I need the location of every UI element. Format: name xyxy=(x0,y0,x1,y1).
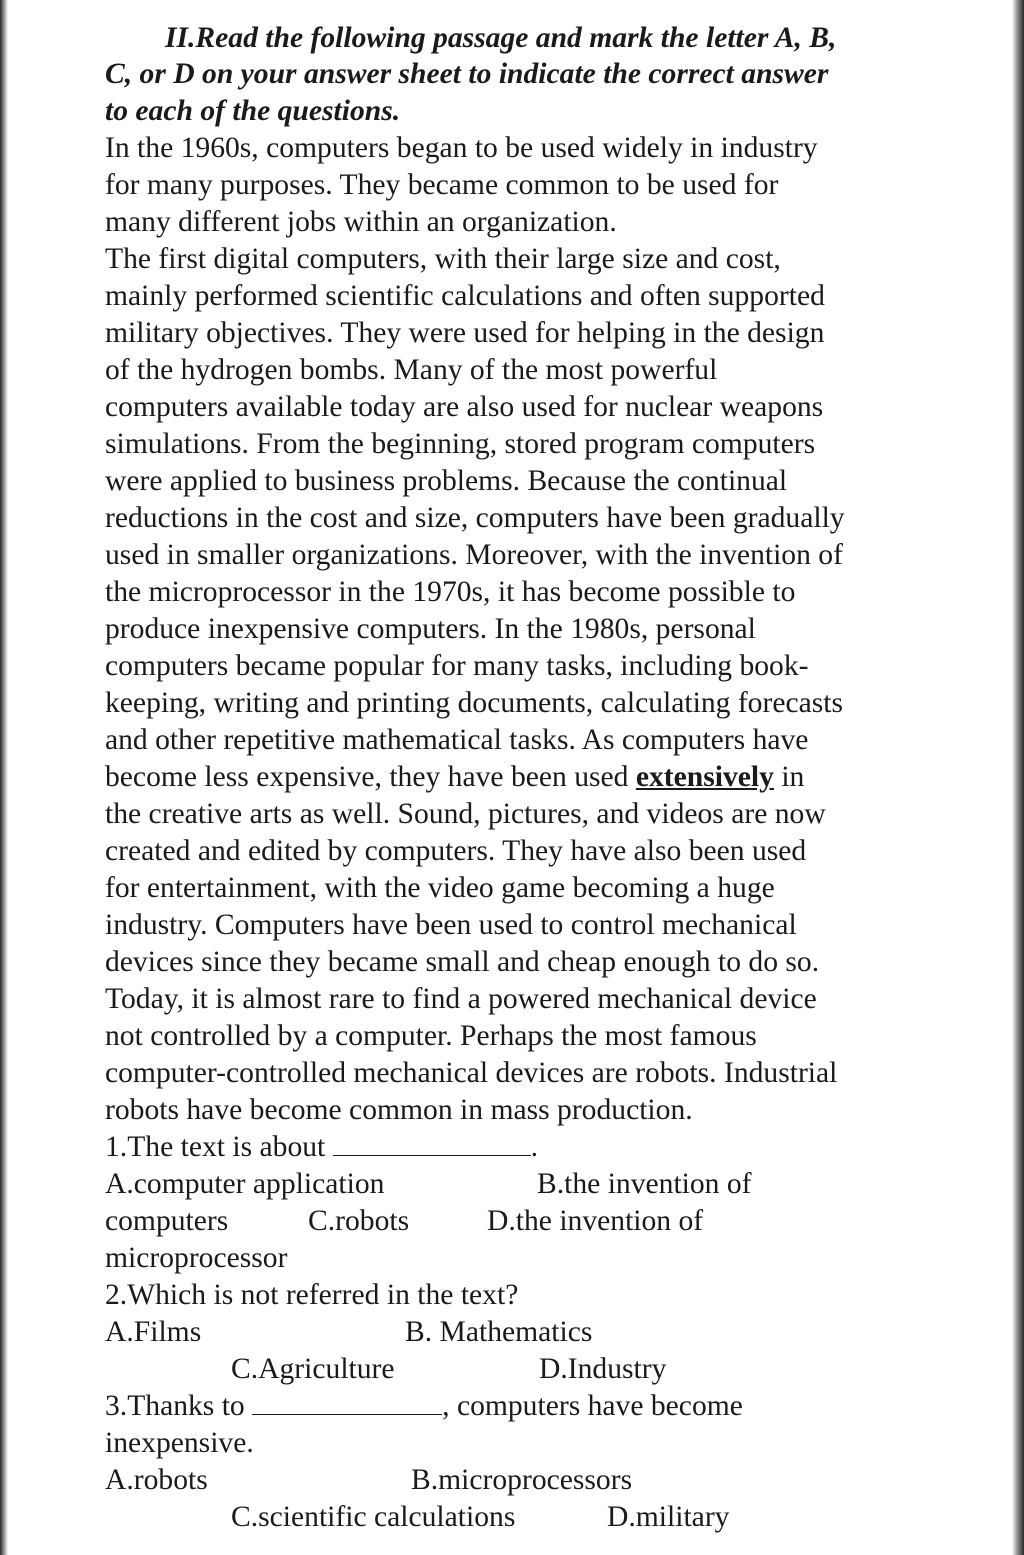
q2-option-b: B. Mathematics xyxy=(405,1316,593,1348)
q1-option-a: A.computer application xyxy=(105,1168,385,1200)
q1-option-c: C.robots xyxy=(308,1205,410,1237)
instruction-line-2: C, or D on your answer sheet to indicate the correct answer xyxy=(105,58,829,90)
underlined-word-extensively: extensively xyxy=(635,761,774,793)
photo-edge-right xyxy=(1012,0,1024,1555)
passage-line-extensively xyxy=(105,759,804,796)
q1-option-d-cont: microprocessor xyxy=(105,1242,288,1274)
passage-line: computers became popular for many tasks, including book- xyxy=(105,650,809,682)
question-3-text-end: , computers have become xyxy=(442,1390,743,1422)
q2-option-c: C.Agriculture xyxy=(231,1353,395,1385)
passage-text: become less expensive, they have been used xyxy=(105,761,636,793)
question-3-text: 3.Thanks to xyxy=(105,1390,245,1422)
q3-option-b: B.microprocessors xyxy=(411,1464,633,1496)
passage-line: The first digital computers, with their large size and cost, xyxy=(105,243,781,275)
question-3-stem xyxy=(105,1388,743,1425)
passage-line: industry. Computers have been used to control mechanical xyxy=(105,909,797,941)
passage-line: produce inexpensive computers. In the 1980s, personal xyxy=(105,613,756,645)
q1-option-b-cont: computers xyxy=(105,1205,229,1237)
instruction-line-1: II.Read the following passage and mark the letter A, B, xyxy=(165,22,837,54)
passage-line: Today, it is almost rare to find a powered mechanical device xyxy=(105,983,817,1015)
question-1-text: 1.The text is about xyxy=(105,1131,326,1163)
passage-line: simulations. From the beginning, stored program computers xyxy=(105,428,816,460)
q3-option-a: A.robots xyxy=(105,1464,208,1496)
q2-option-d: D.Industry xyxy=(539,1353,667,1385)
passage-line: computer-controlled mechanical devices are robots. Industrial xyxy=(105,1057,838,1089)
passage-line: reductions in the cost and size, computers have been gradually xyxy=(105,502,845,534)
passage-line: of the hydrogen bombs. Many of the most powerful xyxy=(105,354,718,386)
passage-line: In the 1960s, computers began to be used widely in industry xyxy=(105,132,818,164)
q2-option-a: A.Films xyxy=(105,1316,202,1348)
passage-line: created and edited by computers. They have also been used xyxy=(105,835,807,867)
passage-line: many different jobs within an organization. xyxy=(105,206,617,238)
passage-line: mainly performed scientific calculations and often supported xyxy=(105,280,825,312)
answer-blank xyxy=(252,1388,442,1415)
question-3-stem-cont: inexpensive. xyxy=(105,1427,254,1459)
passage-line: were applied to business problems. Because the continual xyxy=(105,465,788,497)
passage-line: devices since they became small and cheap enough to do so. xyxy=(105,946,820,978)
passage-line: the creative arts as well. Sound, pictures, and videos are now xyxy=(105,798,826,830)
passage-line: used in smaller organizations. Moreover, with the invention of xyxy=(105,539,843,571)
question-1-period: . xyxy=(530,1131,539,1163)
passage-line: keeping, writing and printing documents, calculating forecasts xyxy=(105,687,843,719)
passage-text: in xyxy=(773,761,805,793)
photo-edge-left xyxy=(0,0,8,1555)
passage-line: computers available today are also used for nuclear weapons xyxy=(105,391,824,423)
passage-line: military objectives. They were used for helping in the design xyxy=(105,317,825,349)
q3-option-c: C.scientific calculations xyxy=(231,1501,516,1533)
passage-line: robots have become common in mass production. xyxy=(105,1094,693,1126)
instruction-line-3: to each of the questions. xyxy=(105,95,401,127)
passage-line: for entertainment, with the video game becoming a huge xyxy=(105,872,775,904)
question-2-stem: 2.Which is not referred in the text? xyxy=(105,1279,519,1311)
answer-blank xyxy=(333,1129,531,1156)
question-1-stem xyxy=(105,1129,538,1166)
q3-option-d: D.military xyxy=(607,1501,730,1533)
passage-line: and other repetitive mathematical tasks. As computers have xyxy=(105,724,809,756)
passage-line: the microprocessor in the 1970s, it has become possible to xyxy=(105,576,796,608)
q1-option-d: D.the invention of xyxy=(487,1205,704,1237)
q1-option-b: B.the invention of xyxy=(537,1168,752,1200)
passage-line: not controlled by a computer. Perhaps the most famous xyxy=(105,1020,757,1052)
passage-line: for many purposes. They became common to be used for xyxy=(105,169,779,201)
